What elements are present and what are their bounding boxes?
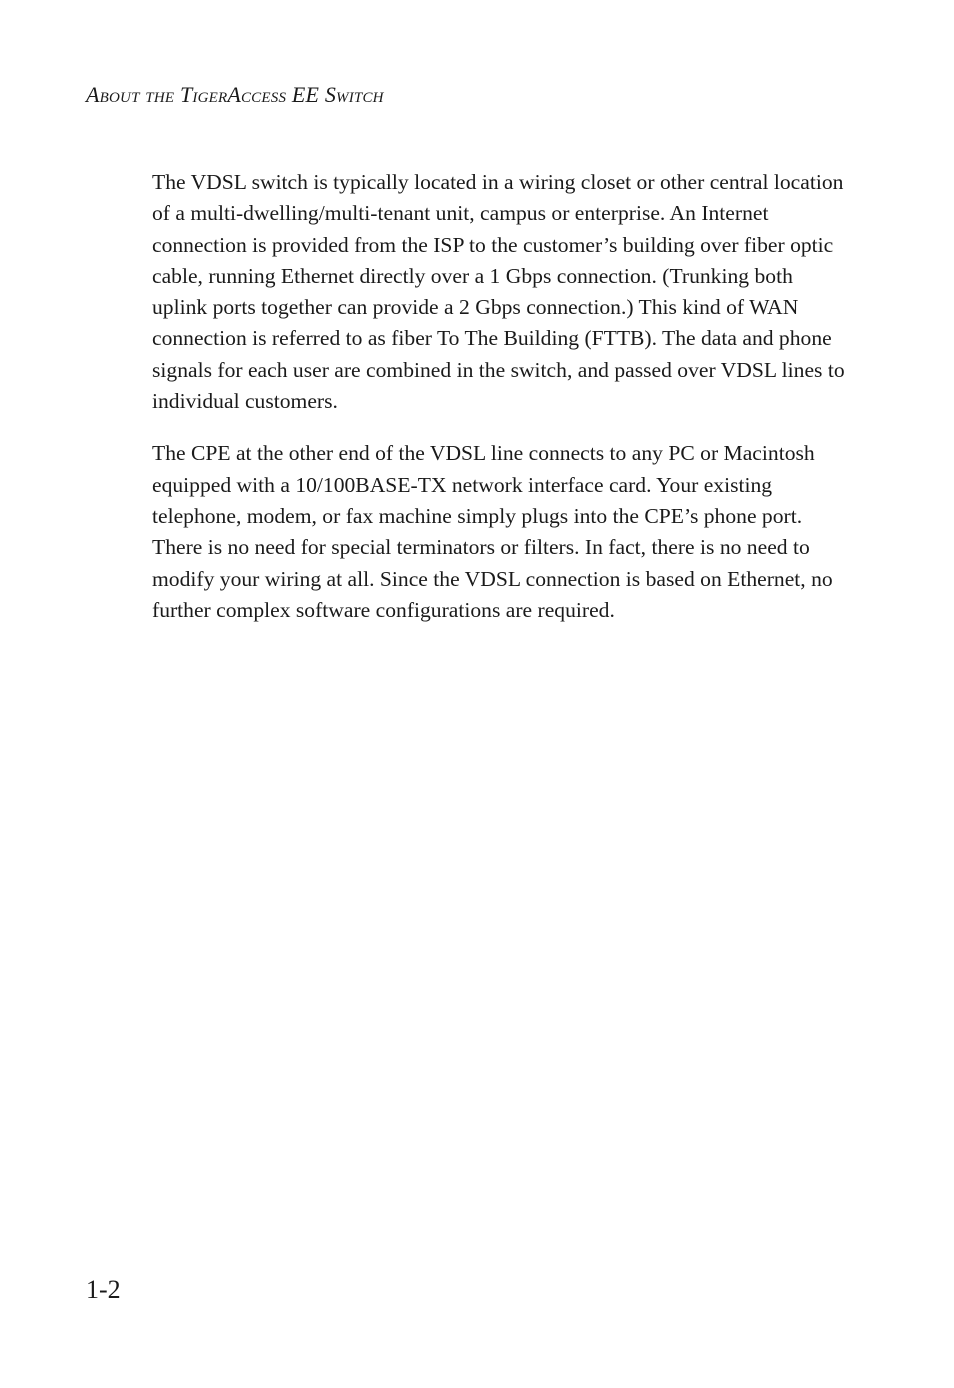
body-text bbox=[152, 167, 852, 626]
paragraph-vdsl-switch-location: The VDSL switch is typically located in a wiring closet or other central location of a multi-dwelling/multi-tenant unit, campus or enterprise. An Internet connection is provided from the ISP to the customer’s building over fiber optic cable, running Ethernet directly over a 1 Gbps connection. (Trunking both uplink ports together can provide a 2 Gbps connection.) This kind of WAN connection is referred to as fiber To The Building (FTTB). The data and phone signals for each user are combined in the switch, and passed over VDSL lines to individual customers. bbox=[152, 170, 845, 414]
running-header: About the TigerAccess EE Switch bbox=[86, 82, 384, 107]
page-number: 1-2 bbox=[86, 1275, 121, 1304]
paragraph-cpe-connection: The CPE at the other end of the VDSL line connects to any PC or Macintosh equipped with a 10/100BASE-TX network interface card. Your existing telephone, modem, or fax machine simply plugs into the CPE’s phone port. There is no need for special terminators or filters. In fact, there is no need to modify your wiring at all. Since the VDSL connection is based on Ethernet, no further complex software configurations are required. bbox=[152, 441, 833, 622]
